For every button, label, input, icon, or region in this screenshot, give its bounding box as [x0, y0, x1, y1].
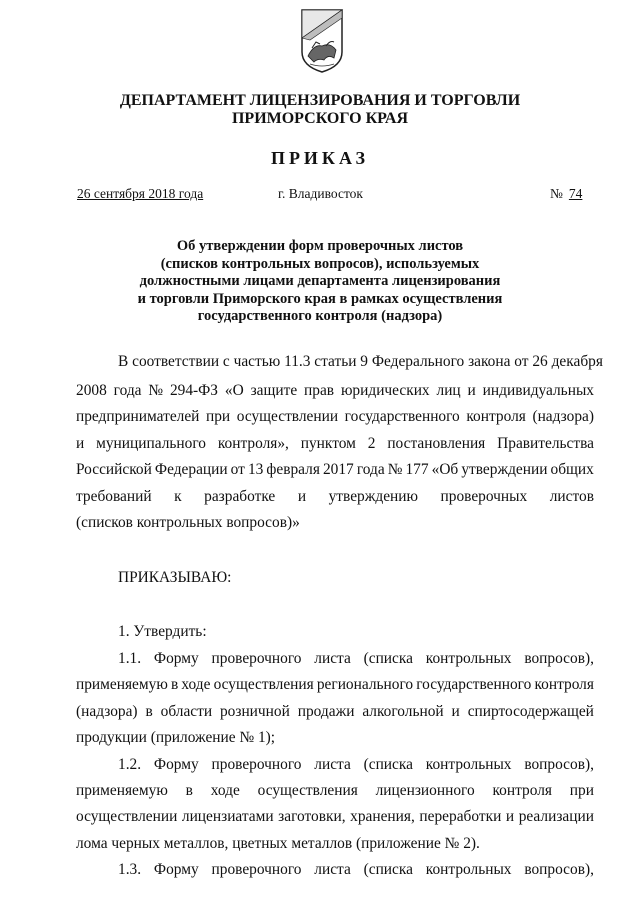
- order-directive: ПРИКАЗЫВАЮ:: [118, 569, 232, 586]
- word: контрольных: [425, 756, 512, 773]
- word: применяемую: [76, 782, 168, 799]
- word: контрольных: [425, 861, 512, 878]
- word: проверочного: [211, 861, 302, 878]
- clause-1-2-line: [76, 803, 594, 830]
- word: применяемую: [76, 676, 168, 693]
- word: прав: [304, 382, 335, 399]
- word: розничной: [219, 703, 290, 720]
- word: и: [297, 488, 307, 505]
- word: «О: [224, 382, 244, 399]
- preamble-line: В соответствии с частью 11.3 статьи 9 Федерального закона от 26 декабря: [118, 353, 603, 370]
- clause-1-1-line: продукции (приложение № 1);: [76, 729, 276, 746]
- word: к: [174, 488, 182, 505]
- word: разработке: [204, 488, 276, 505]
- clause-1-1-line: [76, 698, 594, 725]
- word: 2008: [76, 382, 107, 399]
- word: 1.2.: [118, 756, 142, 773]
- word: лицензиатами: [181, 808, 274, 825]
- subject-line: (списков контрольных вопросов), используемых: [160, 255, 480, 272]
- word: постановления: [387, 435, 486, 452]
- coat-of-arms-icon: [300, 8, 344, 74]
- order-date: 26 сентября 2018 года: [77, 186, 204, 201]
- word: контроля: [466, 408, 526, 425]
- word: спиртосодержащей: [467, 703, 594, 720]
- word: защите: [250, 382, 298, 399]
- word: ходе: [210, 782, 240, 799]
- word: (списка: [363, 861, 413, 878]
- word: алкогольной: [362, 703, 444, 720]
- word: года: [356, 461, 385, 478]
- word: в: [145, 703, 153, 720]
- subject-line: и торговли Приморского края в рамках осуществления: [137, 290, 503, 307]
- preamble-line: [76, 483, 594, 510]
- word: 2: [367, 435, 376, 452]
- word: Форму: [153, 861, 199, 878]
- word: от: [230, 461, 245, 478]
- word: пунктом: [300, 435, 356, 452]
- order-number: [550, 186, 582, 202]
- document-type: ПРИКАЗ: [270, 148, 370, 168]
- word: и: [451, 703, 460, 720]
- word: Федерации: [154, 461, 228, 478]
- preamble-line: [76, 456, 594, 483]
- word: осуществлении: [236, 408, 339, 425]
- word: юридических: [340, 382, 430, 399]
- word: листа: [314, 861, 351, 878]
- word: года: [113, 382, 142, 399]
- clause-1-2-line: лома черных металлов, цветных металлов (приложение № 2).: [76, 835, 480, 852]
- clause-1-3-line: [118, 856, 594, 883]
- word: предпринимателей: [76, 408, 200, 425]
- clause-1-2-line: [76, 777, 594, 804]
- word: контроля»,: [217, 435, 289, 452]
- word: лицензионного: [375, 782, 475, 799]
- word: муниципального: [96, 435, 206, 452]
- word: общих: [550, 461, 594, 478]
- word: лиц: [436, 382, 461, 399]
- clause-1-1-line: [118, 645, 594, 672]
- word: февраля: [266, 461, 320, 478]
- clause-1-1-line: [76, 671, 594, 698]
- word: (надзора): [532, 408, 594, 425]
- word: государственного: [344, 408, 460, 425]
- preamble-line: [76, 377, 594, 404]
- word: вопросов),: [524, 756, 594, 773]
- order-subject: [120, 238, 520, 326]
- word: продажи: [297, 703, 355, 720]
- clause-1: 1. Утвердить:: [118, 623, 207, 640]
- word: Правительства: [497, 435, 594, 452]
- word: 1.3.: [118, 861, 142, 878]
- department-name-line-2: ПРИМОРСКОГО КРАЯ: [231, 110, 409, 127]
- word: (списка: [363, 650, 413, 667]
- word: реализации: [518, 808, 594, 825]
- word: хранения,: [350, 808, 415, 825]
- word: при: [206, 408, 231, 425]
- word: Форму: [153, 650, 199, 667]
- word: контроля: [534, 676, 594, 693]
- preamble-line: (списков контрольных вопросов)»: [76, 514, 300, 531]
- order-number-value: 74: [568, 186, 583, 201]
- word: (списка: [363, 756, 413, 773]
- word: требований: [76, 488, 152, 505]
- word: листа: [314, 756, 351, 773]
- word: индивидуальных: [482, 382, 594, 399]
- word: в: [185, 782, 193, 799]
- word: в: [170, 676, 179, 693]
- department-name-line-1: ДЕПАРТАМЕНТ ЛИЦЕНЗИРОВАНИЯ И ТОРГОВЛИ: [119, 92, 521, 109]
- word: вопросов),: [524, 861, 594, 878]
- word: контрольных: [425, 650, 512, 667]
- word: осуществления: [257, 782, 358, 799]
- word: заготовки,: [278, 808, 346, 825]
- word: государственного: [416, 676, 532, 693]
- word: и: [505, 808, 515, 825]
- preamble-line: [76, 430, 594, 457]
- word: вопросов),: [524, 650, 594, 667]
- word: 1.1.: [118, 650, 142, 667]
- word: регионального: [316, 676, 414, 693]
- word: Российской: [76, 461, 152, 478]
- word: и: [76, 435, 85, 452]
- word: утверждении: [461, 461, 548, 478]
- word: переработки: [419, 808, 502, 825]
- word: утверждению: [328, 488, 418, 505]
- subject-line: должностными лицами департамента лицензирования: [139, 273, 501, 290]
- word: (надзора): [76, 703, 138, 720]
- word: листов: [549, 488, 594, 505]
- word: проверочного: [211, 756, 302, 773]
- clause-1-2-line: [118, 751, 594, 778]
- order-city: г. Владивосток: [278, 186, 363, 201]
- word: 294-ФЗ: [169, 382, 219, 399]
- word: Форму: [153, 756, 199, 773]
- word: осуществлении: [76, 808, 178, 825]
- word: контроля: [492, 782, 552, 799]
- word: области: [160, 703, 213, 720]
- word: проверочных: [440, 488, 528, 505]
- word: №: [387, 461, 403, 478]
- word: при: [569, 782, 594, 799]
- word: осуществления: [213, 676, 314, 693]
- word: 177: [405, 461, 429, 478]
- word: №: [148, 382, 164, 399]
- subject-line: государственного контроля (надзора): [197, 308, 443, 325]
- preamble-line: [76, 403, 594, 430]
- word: и: [467, 382, 476, 399]
- word: 13: [247, 461, 264, 478]
- subject-line: Об утверждении форм проверочных листов: [176, 238, 464, 254]
- word: листа: [314, 650, 351, 667]
- order-number-label: №: [550, 186, 563, 201]
- word: «Об: [431, 461, 459, 478]
- word: 2017: [322, 461, 354, 478]
- word: проверочного: [211, 650, 302, 667]
- department-name: [40, 92, 600, 128]
- word: ходе: [181, 676, 211, 693]
